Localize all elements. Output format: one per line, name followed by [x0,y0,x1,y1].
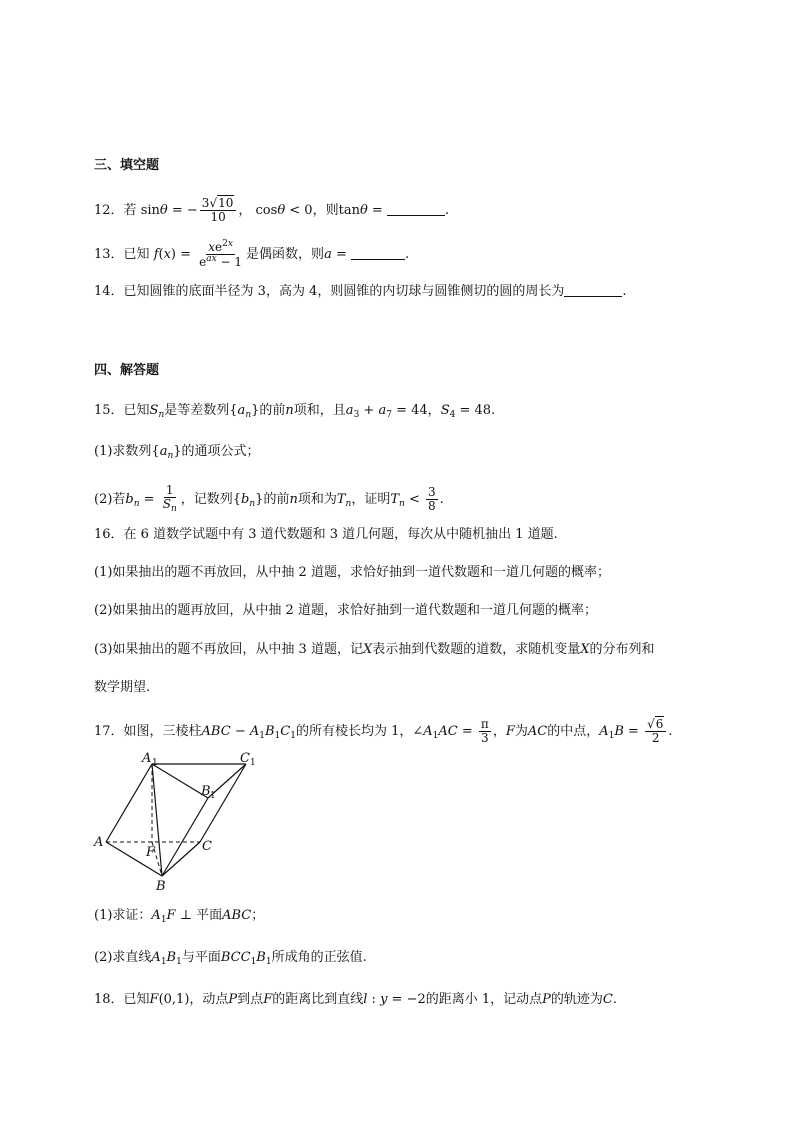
question-number: 12． [94,203,124,219]
fraction: $\frac{xe^{2x}}{e^{ax} - 1}$ [199,239,243,270]
question-16: 16．在 6 道数学试题中有 3 道代数题和 3 道几何题，每次从中随机抽出 1 道题. [94,527,558,542]
question-17-part-1: (1)求证：$A_1F$ ⊥ 平面ABC； [94,908,265,925]
question-17-part-2: (2)求直线$A_1B_1$与平面$BCC_1B_1$所成角的正弦值. [94,950,367,967]
answer-blank[interactable] [564,282,622,297]
question-16-part-3: (3)如果抽出的题不再放回，从中抽 3 道题，记X表示抽到代数题的道数，求随机变量X的分布列和 [94,642,655,657]
fraction: $\frac{3√10}{10}$ [200,197,237,224]
question-13: 13．已知 f(x) = $\frac{xe^{2x}}{e^{ax} - 1}$ 是偶函数，则a = . [94,239,410,270]
vertex-subscript: 1 [210,791,216,801]
vertex-label-c: C [202,839,212,854]
edge-bc [162,842,200,876]
vertex-label-b1: B [201,784,211,799]
question-15-part-1: (1)求数列$\{a_n\}$的通项公式； [94,444,260,461]
answer-blank[interactable] [387,201,445,216]
vertex-label-a1: A [142,751,152,766]
edge-a1a [106,764,152,842]
question-16-part-3-cont: 数学期望. [94,680,151,695]
vertex-subscript: 1 [250,758,256,768]
edge-b1b [162,798,208,876]
section-heading-solutions: 四、解答题 [94,363,160,378]
vertex-label-b: B [156,879,166,894]
question-15: 15．已知$S_n$是等差数列$\{a_n\}$的前n项和，且$a_3 + a_7 = 44$，$S_4 = 48$. [94,403,496,420]
section-heading-fill-blank: 三、填空题 [94,158,160,173]
vertex-label-c1: C [240,751,250,766]
question-12: 12．若 sinθ = − $\frac{3√10}{10}$ ， cosθ < 0，则tanθ = . [94,196,450,225]
question-18: 18．已知F(0,1)，动点P到点F的距离比到直线l : y = −2的距离小 1，记动点P的轨迹为C. [94,992,618,1007]
point-label-f: F [146,845,156,860]
vertex-subscript: 1 [152,758,158,768]
question-16-part-1: (1)如果抽出的题不再放回，从中抽 2 道题，求恰好抽到一道代数题和一道几何题的概率； [94,565,610,580]
question-14: 14．已知圆锥的底面半径为 3，高为 4，则圆锥的内切球与圆锥侧切的圆的周长为 . [94,284,627,299]
question-17: 17．如图，三棱柱ABC − $A_1B_1C_1$的所有棱长均为 1，$\angle A_1AC$ = $\frac{\pi}{3}$ ，F为AC的中点，$A_1B$ = $\frac{√6}{2}$ . [94,717,673,746]
edge-c1c [200,764,246,842]
question-number: 13．已知 [94,247,150,263]
answer-blank[interactable] [351,245,405,260]
question-15-part-2: (2)若$b_n$ = $\frac{1}{S_n}$ ，记数列$\{b_n\}$的前n项和为$T_n$，证明$T_n$ < $\frac{3}{8}$ . [94,483,444,515]
triangular-prism-figure [90,750,270,895]
prism-diagram [90,750,270,895]
edge-a1b1 [152,764,208,798]
question-16-part-2: (2)如果抽出的题再放回，从中抽 2 道题，求恰好抽到一道代数题和一道几何题的概率； [94,603,597,618]
vertex-label-a: A [94,835,104,850]
